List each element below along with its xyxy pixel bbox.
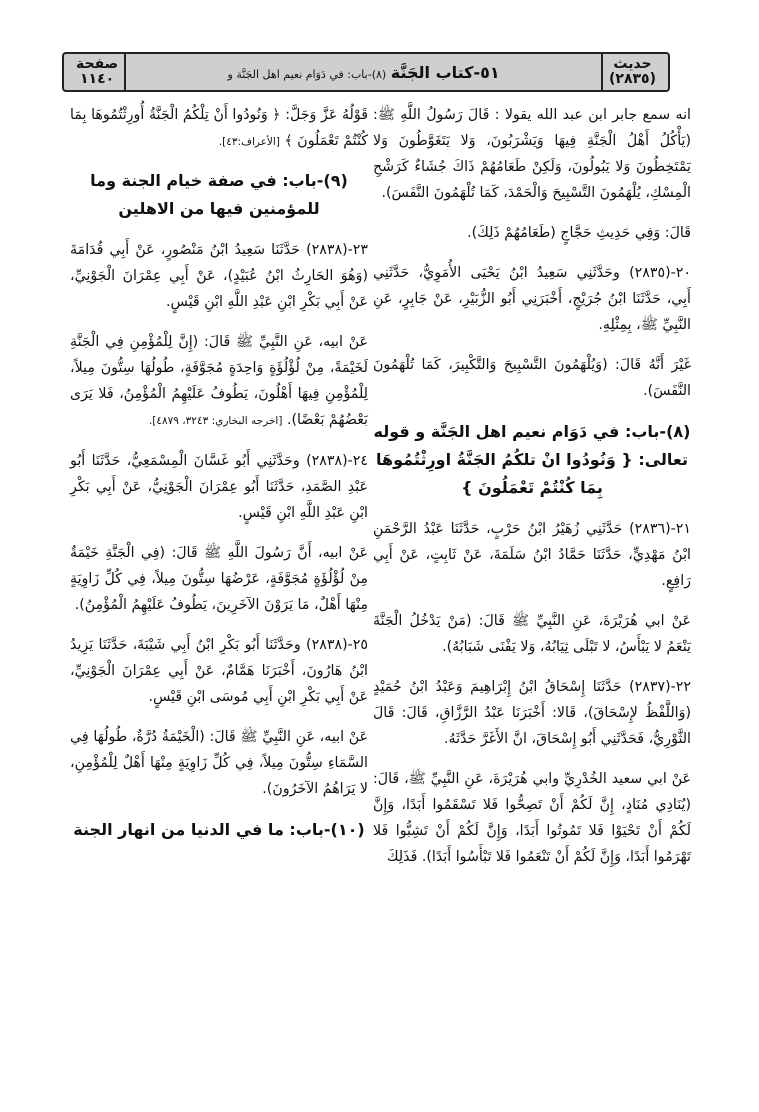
paragraph-hadith-20-isnad: ٢٠-(٢٨٣٥) وحَدَّثَنِي سَعِيدُ ابْنُ يَحْيَى الأُمَوِيُّ، حَدَّثَنِي أَبِي، حَدَّثَنَا ابْنُ جُرَيْجٍ، أَخْبَرَنِي أَبُو الزُّبَيْرِ، عَنْ جَابِرٍ، عَنِ النَّبِيِّ ﷺ، بِمِثْلِهِ. xyxy=(373,265,691,333)
paragraph-hadith-22-matn: عَنْ ابي سعيد الخُدْرِيِّ وابي هُرَيْرَةَ، عَنِ النَّبِيِّ ﷺ، قَالَ: (يُنَادِي مُنَادٍ، إِنَّ لَكُمْ أَنْ تَصِحُّوا فَلا تَسْقَمُوا أَبَدًا، وَإِنَّ لَكُمْ أَنْ تَحْيَوْا فَلا تَمُوتُوا أَبَدًا، وَإِنَّ لَكُمْ أَنْ تَشِبُّوا فَلا تَهْرَمُوا أَبَدًا، وَإِنَّ لَكُمْ أَنْ تَنْعَمُوا فَلا تَبْأَسُوا أَبَدًا). فَذَلِكَ xyxy=(373,771,691,865)
paragraph-hadith-25-isnad: ٢٥-(٢٨٣٨) وحَدَّثَنَا أَبُو بَكْرِ ابْنُ أَبِي شَيْبَةَ، حَدَّثَنَا يَزِيدُ ابْنُ هَارُونَ، أَخْبَرَنَا هَمَّامٌ، عَنْ أَبِي عِمْرَانَ الْجَوْنِيِّ، عَنْ أَبِي بَكْرِ ابْنِ أَبِي مُوسَى ابْنِ قَيْسٍ. xyxy=(70,637,368,705)
quran-quote xyxy=(70,102,368,155)
paragraph-hadith-22-isnad: ٢٢-(٢٨٣٧) حَدَّثَنَا إِسْحَاقُ ابْنُ إِبْرَاهِيمَ وَعَبْدُ ابْنُ حُمَيْدٍ (وَاللَّفْظُ لإِسْحَاقَ)، قَالا: أَخْبَرَنَا عَبْدُ الرَّزَّاقِ، قَالَ: قَالَ الثَّوْرِيُّ، فَحَدَّثَنِي أَبُو إِسْحَاقَ، انَّ الأَغَرَّ حَدَّثَهُ. xyxy=(373,679,691,747)
hadith-23-text: عَنْ ابيه، عَنِ النَّبِيِّ ﷺ قَالَ: (إِنَّ لِلْمُؤْمِنِ فِي الْجَنَّةِ لَخَيْمَةً، مِنْ لُؤْلُؤَةٍ وَاحِدَةٍ مُجَوَّفَةٍ، طُولُهَا سِتُّونَ مِيلاً، لِلْمُؤْمِنِ فِيهَا أَهْلُونَ، يَطُوفُ عَلَيْهِمُ الْمُؤْمِنُ، فَلا يَرَى بَعْضُهُمْ بَعْضًا). xyxy=(70,334,368,428)
paragraph-note: قَالَ: وَفِي حَدِيثِ حَجَّاجٍ (طَعَامُهُمْ ذَلِكَ). xyxy=(467,225,691,241)
left-column xyxy=(70,102,368,1104)
paragraph-hadith-23-isnad: ٢٣-(٢٨٣٨) حَدَّثَنَا سَعِيدُ ابْنُ مَنْصُورٍ، عَنْ أَبِي قُدَامَةَ (وَهُوَ الحَارِثُ ابْنُ عُبَيْدٍ)، عَنْ أَبِي عِمْرَانَ الْجَوْنِيِّ، عَنْ أَبِي بَكْرِ ابْنِ عَبْدِ اللَّهِ ابْنِ قَيْسٍ. xyxy=(70,242,368,310)
page-number: ١١٤٠ xyxy=(80,71,115,87)
header-title xyxy=(126,63,601,82)
paragraph-hadith-21-matn: عَنْ ابي هُرَيْرَةَ، عَنِ النَّبِيِّ ﷺ قَالَ: (مَنْ يَدْخُلُ الْجَنَّةَ يَنْعَمُ لا يَبْأَسُ، لا تَبْلَى ثِيَابُهُ، وَلا يَفْنَى شَبَابُهُ). xyxy=(373,613,691,655)
page-header xyxy=(62,52,670,92)
quran-quote-text: قَوْلُهُ عَزَّ وَجَلَّ: ﴿ وَنُودُوا أَنْ تِلْكُمُ الْجَنَّةُ أُورِثْتُمُوهَا بِمَا كُنْتُمْ تَعْمَلُونَ ﴾ xyxy=(70,107,368,149)
hadith-number: (٢٨٣٥) xyxy=(609,71,656,87)
paragraph-hadith-25-matn: عَنْ ابيه، عَنِ النَّبِيِّ ﷺ قَالَ: (الْخَيْمَةُ دُرَّةٌ، طُولُهَا فِي السَّمَاءِ سِتُّونَ مِيلاً، فِي كُلِّ زَاوِيَةٍ مِنْهَا أَهْلٌ لِلْمُؤْمِنِ، لا يَرَاهُمُ الآخَرُونَ). xyxy=(70,729,368,797)
hadith-23-reference: [اخرجه البخاري: ٣٢٤٣، ٤٨٧٩]. xyxy=(148,415,283,427)
paragraph-hadith-23-matn xyxy=(70,329,368,434)
hadith-label: حديث xyxy=(613,56,652,72)
right-column xyxy=(373,102,691,1104)
book-title: ٥١-كتاب الجَنَّة xyxy=(390,62,500,82)
chapter-heading-8: (٨)-باب: في دَوَام نعيم اهل الجَنَّة و قوله تعالى: { وَنُودُوا انْ تلكُمُ الجَنَّةُ اورِثْتُمُوهَا بِمَا كُنْتُمْ تَعْمَلُونَ } xyxy=(373,422,691,497)
page-label: صفحة xyxy=(76,56,119,72)
hadith-number-box xyxy=(601,54,662,90)
paragraph-hadith-24-isnad: ٢٤-(٢٨٣٨) وحَدَّثَنِي أَبُو غَسَّانَ الْمِسْمَعِيُّ، حَدَّثَنَا أَبُو عَبْدِ الصَّمَدِ، حَدَّثَنَا أَبُو عِمْرَانَ الْجَوْنِيُّ، عَنْ أَبِي بَكْرِ ابْنِ عَبْدِ اللَّهِ ابْنِ قَيْسٍ. xyxy=(70,453,368,521)
paragraph-hadith-19-matn: انه سمع جابر ابن عبد الله يقولا : قَالَ رَسُولُ اللَّهِ ﷺ: (يَأْكُلُ أَهْلُ الْجَنَّةِ فِيهَا وَيَشْرَبُونَ، وَلا يَتَغَوَّطُونَ وَلا يَمْتَخِطُونَ وَلا يَبُولُونَ، وَلَكِنْ طَعَامُهُمْ ذَاكَ جُشَاءٌ كَرَشْحِ الْمِسْكِ، يُلْهَمُونَ التَّسْبِيحَ وَالْحَمْدَ، كَمَا تُلْهَمُونَ النَّفَسَ). xyxy=(373,107,691,201)
quran-reference: [الأعراف:٤٣]. xyxy=(218,136,280,148)
chapter-heading-9: (٩)-باب: في صفة خيام الجنة وما للمؤمنين فيها من الاهلين xyxy=(90,171,348,218)
chapter-title: (٨)-باب: في دَوَام نعيم اهل الجَنَّة و xyxy=(227,67,387,81)
paragraph-hadith-24-matn: عَنْ ابيه، أَنَّ رَسُولَ اللَّهِ ﷺ قَالَ: (فِي الْجَنَّةِ خَيْمَةٌ مِنْ لُؤْلُؤَةٍ مُجَوَّفَةٍ، عَرْضُهَا سِتُّونَ مِيلاً، فِي كُلِّ زَاوِيَةٍ مِنْهَا أَهْلٌ، مَا يَرَوْنَ الآخَرِينَ، يَطُوفُ عَلَيْهِمُ الْمُؤْمِنُ). xyxy=(70,545,368,613)
page-number-box xyxy=(70,54,126,90)
chapter-heading-10: (١٠)-باب: ما في الدنيا من انهار الجنة xyxy=(73,820,365,839)
paragraph-hadith-21-isnad: ٢١-(٢٨٣٦) حَدَّثَنِي زُهَيْرُ ابْنُ حَرْبٍ، حَدَّثَنَا عَبْدُ الرَّحْمَنِ ابْنُ مَهْدِيٍّ، حَدَّثَنَا حَمَّادُ ابْنُ سَلَمَةَ، عَنْ ثَابِتٍ، عَنْ أَبِي رَافِعٍ. xyxy=(373,521,691,589)
paragraph-hadith-20-note: غَيْرَ أَنَّهُ قَالَ: (وَيُلْهَمُونَ التَّسْبِيحَ وَالتَّكْبِيرَ، كَمَا تُلْهَمُونَ النَّفَسَ). xyxy=(373,357,691,399)
